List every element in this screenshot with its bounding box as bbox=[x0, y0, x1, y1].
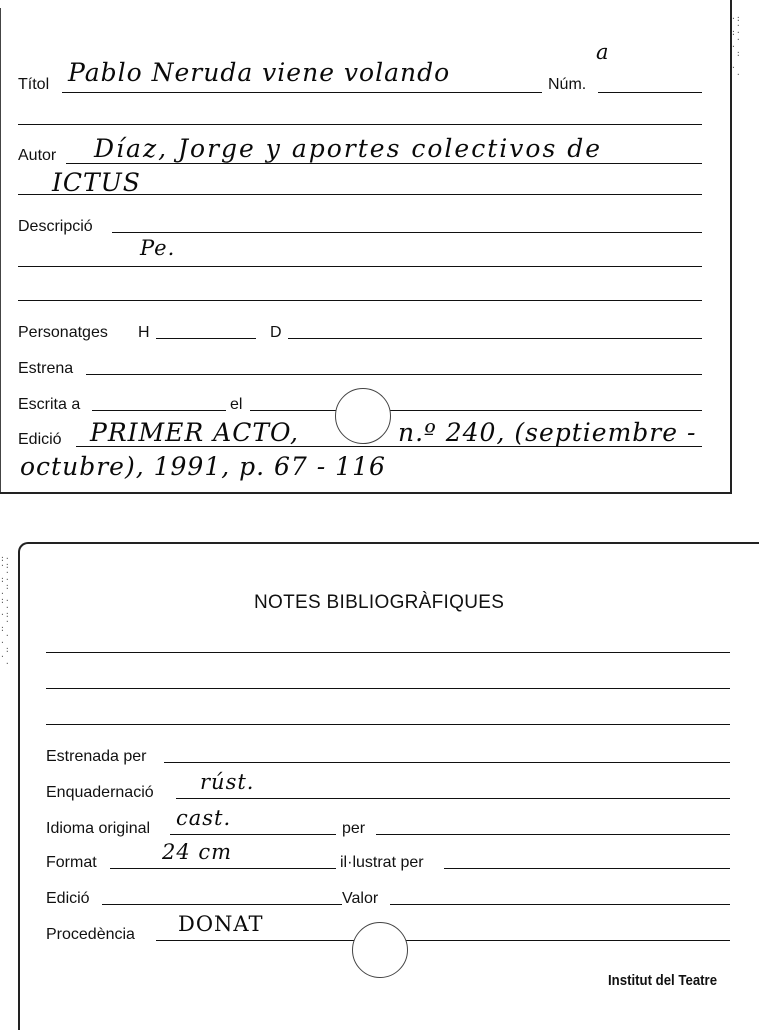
autor-handwritten-2: ICTUS bbox=[52, 168, 141, 197]
catalog-card-front bbox=[0, 0, 741, 494]
per-label: per bbox=[342, 820, 366, 837]
institution-footer: Institut del Teatre bbox=[608, 972, 718, 989]
punch-hole-back bbox=[352, 922, 408, 978]
edicio-handwritten-2: octubre), 1991, p. 67 - 116 bbox=[20, 452, 386, 481]
descripcio-line-3 bbox=[18, 300, 702, 301]
titol-handwritten: Pablo Neruda viene volando bbox=[68, 58, 451, 87]
personatges-h-label: H bbox=[138, 324, 150, 341]
titol-line bbox=[62, 92, 542, 93]
scan-noise: ·: · :· · · : · · bbox=[731, 14, 741, 79]
escrita-a-line bbox=[92, 410, 226, 411]
el-label: el bbox=[230, 396, 243, 413]
num-handwritten: a bbox=[596, 40, 610, 64]
estrena-line bbox=[86, 374, 702, 375]
il-lustrat-per-line bbox=[444, 868, 730, 869]
escrita-a-label: Escrita a bbox=[18, 396, 81, 413]
estrenada-per-line bbox=[164, 762, 730, 763]
personatges-h-line bbox=[156, 338, 256, 339]
idioma-original-label: Idioma original bbox=[46, 820, 151, 837]
format-line bbox=[110, 868, 336, 869]
back-edicio-line bbox=[102, 904, 342, 905]
format-handwritten: 24 cm bbox=[162, 840, 233, 864]
format-label: Format bbox=[46, 854, 97, 871]
estrenada-per-label: Estrenada per bbox=[46, 748, 147, 765]
procedencia-label: Procedència bbox=[46, 926, 135, 943]
edicio-handwritten-1b: n.º 240, (septiembre - bbox=[398, 418, 697, 447]
procedencia-handwritten: DONAT bbox=[178, 912, 264, 936]
notes-line-1 bbox=[46, 652, 730, 653]
personatges-d-line bbox=[288, 338, 702, 339]
autor-handwritten-1: Díaz, Jorge y aportes colectivos de bbox=[94, 134, 603, 163]
enquadernacio-label: Enquadernació bbox=[46, 784, 154, 801]
enquadernacio-handwritten: rúst. bbox=[200, 770, 255, 794]
edicio-label: Edició bbox=[18, 431, 62, 448]
enquadernacio-line bbox=[176, 798, 730, 799]
titol-blank-line bbox=[18, 124, 702, 125]
per-line bbox=[376, 834, 730, 835]
descripcio-line bbox=[112, 232, 702, 233]
notes-line-3 bbox=[46, 724, 730, 725]
personatges-label: Personatges bbox=[18, 324, 108, 341]
back-edicio-label: Edició bbox=[46, 890, 90, 907]
idioma-original-line bbox=[170, 834, 336, 835]
descripcio-label: Descripció bbox=[18, 218, 93, 235]
valor-line bbox=[390, 904, 730, 905]
punch-hole bbox=[335, 388, 391, 444]
titol-label: Títol bbox=[18, 76, 50, 93]
notes-heading: NOTES BIBLIOGRÀFIQUES bbox=[254, 592, 505, 613]
autor-label: Autor bbox=[18, 147, 57, 164]
procedencia-line bbox=[156, 940, 730, 941]
il-lustrat-per-label: il·lustrat per bbox=[340, 854, 424, 871]
el-line bbox=[250, 410, 702, 411]
valor-label: Valor bbox=[342, 890, 379, 907]
idioma-original-handwritten: cast. bbox=[176, 806, 232, 830]
edicio-handwritten-1a: PRIMER ACTO, bbox=[90, 418, 299, 447]
estrena-label: Estrena bbox=[18, 360, 74, 377]
descripcio-handwritten: Pe. bbox=[140, 236, 176, 260]
descripcio-line-2 bbox=[18, 266, 702, 267]
catalog-card-back bbox=[18, 542, 759, 1030]
num-line bbox=[598, 92, 702, 93]
num-label: Núm. bbox=[548, 76, 587, 93]
personatges-d-label: D bbox=[270, 324, 282, 341]
scan-noise-left: :· ·: · :· : · :· · ·: · : · · : · · bbox=[0, 554, 10, 668]
autor-line bbox=[66, 163, 702, 164]
notes-line-2 bbox=[46, 688, 730, 689]
